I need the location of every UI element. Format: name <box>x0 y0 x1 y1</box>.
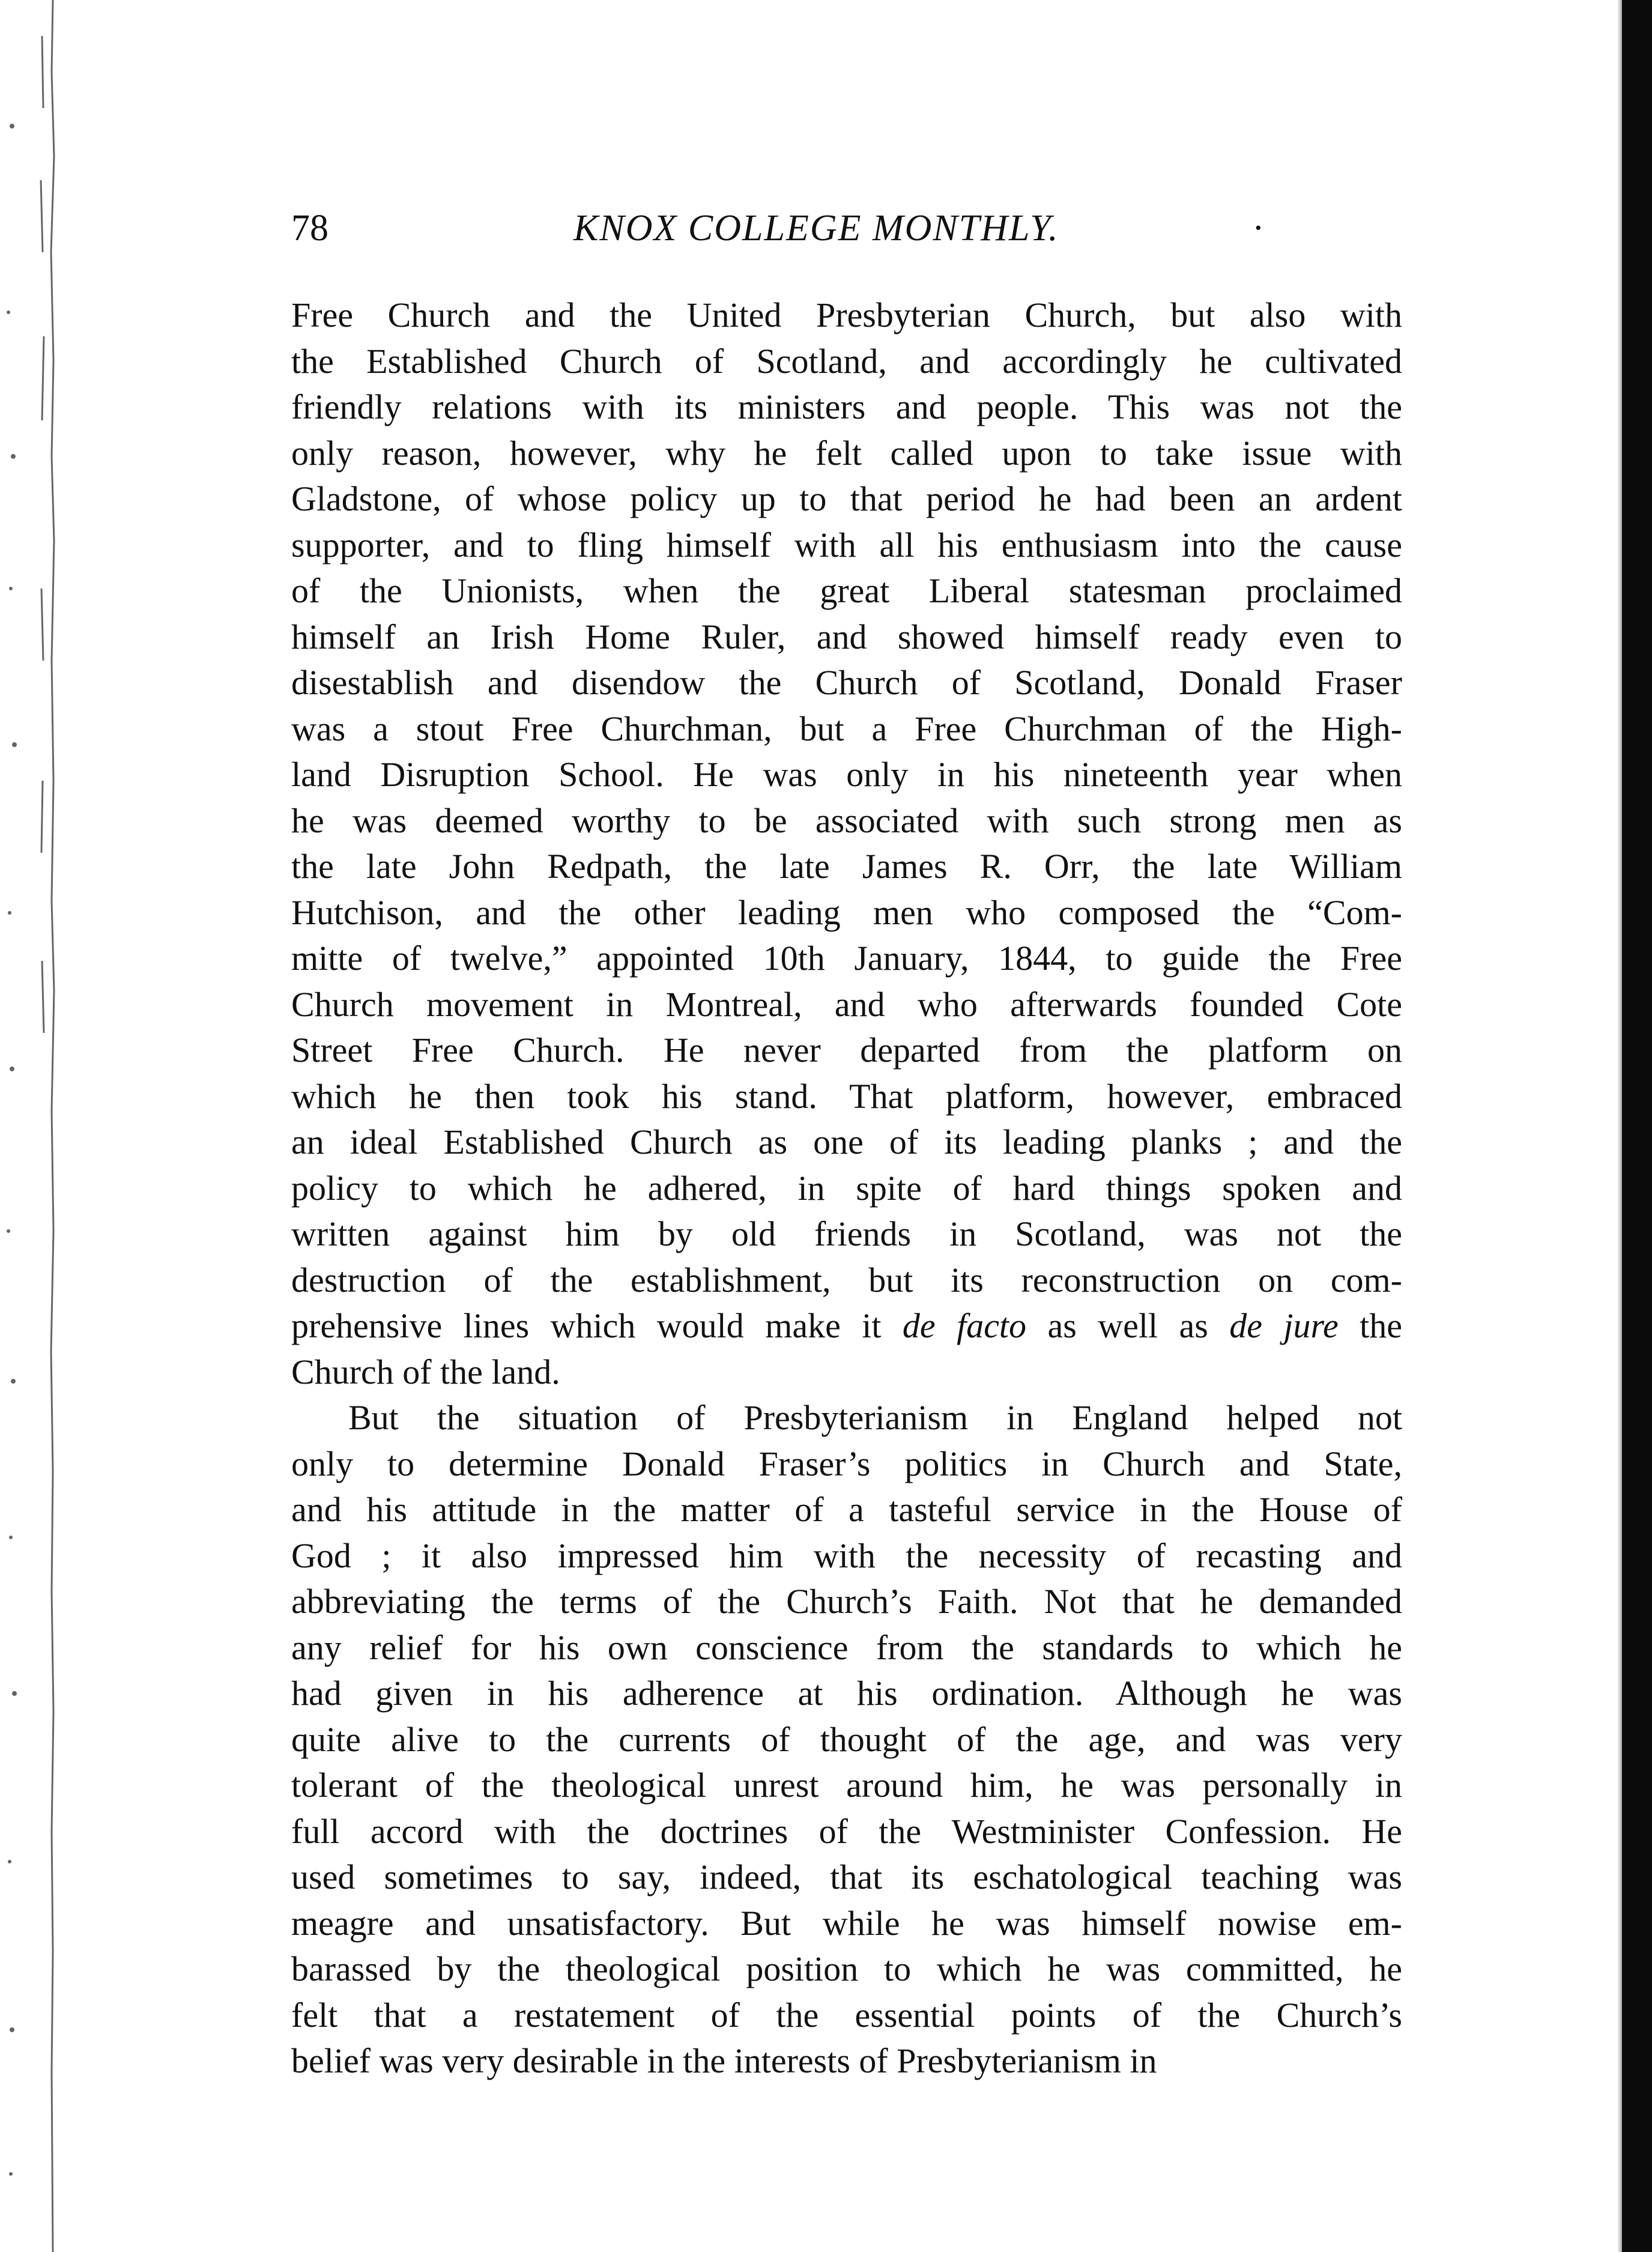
text-line <box>291 1579 1402 1625</box>
text-line <box>291 1211 1402 1258</box>
text-segment: meagre and unsatisfactory. But while he was himself nowise em- <box>291 1903 1402 1943</box>
text-segment: any relief for his own conscience from the standards to which he <box>291 1627 1402 1667</box>
text-line <box>291 890 1402 936</box>
text-segment: policy to which he adhered, in spite of hard things spoken and <box>291 1168 1402 1208</box>
italic-phrase: de facto <box>902 1306 1027 1345</box>
text-segment: land Disruption School. He was only in his nineteenth year when <box>291 755 1402 794</box>
text-line <box>291 1303 1402 1349</box>
text-segment: Free Church and the United Presbyterian Church, but also with <box>291 295 1402 334</box>
text-line <box>291 1717 1402 1763</box>
text-line <box>291 2038 1402 2084</box>
text-line <box>291 660 1402 706</box>
text-line <box>291 1441 1402 1488</box>
text-line <box>291 1763 1402 1809</box>
text-segment: abbreviating the terms of the Church’s Faith. Not that he demanded <box>291 1582 1402 1621</box>
italic-phrase: de jure <box>1229 1306 1339 1345</box>
text-segment: full accord with the doctrines of the Westminister Confession. He <box>291 1811 1402 1851</box>
text-segment: Gladstone, of whose policy up to that period he had been an ardent <box>291 479 1402 518</box>
text-segment: he was deemed worthy to be associated with such strong men as <box>291 801 1402 840</box>
text-segment: only to determine Donald Fraser’s politics in Church and State, <box>291 1444 1402 1483</box>
text-segment: prehensive lines which would make it <box>291 1306 903 1345</box>
text-line <box>291 614 1402 661</box>
text-segment: destruction of the establishment, but its reconstruction on com- <box>291 1260 1402 1300</box>
text-segment: the late John Redpath, the late James R. Orr, the late William <box>291 847 1402 886</box>
text-segment: the <box>1338 1306 1402 1345</box>
text-segment: supporter, and to fling himself with all his enthusiasm into the cause <box>291 525 1402 565</box>
text-segment: Hutchison, and the other leading men who composed the “Com- <box>291 892 1402 932</box>
text-line <box>291 798 1402 844</box>
text-segment: belief was very desirable in the interests of Presbyterianism in <box>291 2041 1157 2080</box>
text-segment: an ideal Established Church as one of its leading planks ; and the <box>291 1122 1402 1161</box>
text-segment: barassed by the theological position to which he was committed, he <box>291 1949 1402 1988</box>
text-line <box>291 1258 1402 1304</box>
text-line <box>291 1074 1402 1120</box>
page-number: 78 <box>291 208 328 249</box>
text-line <box>291 1901 1402 1947</box>
text-line <box>291 752 1402 798</box>
text-line <box>291 1395 1402 1441</box>
scan-edge-left <box>0 0 66 2252</box>
text-segment: was a stout Free Churchman, but a Free Churchman of the High- <box>291 709 1402 748</box>
text-segment: But the situation of Presbyterianism in England helped not <box>348 1398 1402 1437</box>
text-segment: Church of the land. <box>291 1352 560 1391</box>
text-line <box>291 568 1402 614</box>
text-line <box>291 1487 1402 1533</box>
text-segment: only reason, however, why he felt called upon to take issue with <box>291 433 1402 473</box>
text-segment: as well as <box>1026 1306 1230 1345</box>
body-text <box>291 292 1402 2084</box>
text-line <box>291 1671 1402 1717</box>
text-segment: written against him by old friends in Scotland, was not the <box>291 1214 1402 1253</box>
text-segment: God ; it also impressed him with the necessity of recasting and <box>291 1536 1402 1575</box>
text-line <box>291 1809 1402 1855</box>
text-segment: Church movement in Montreal, and who afterwards founded Cote <box>291 984 1402 1024</box>
text-line <box>291 292 1402 339</box>
text-segment: had given in his adherence at his ordination. Although he was <box>291 1674 1402 1713</box>
text-segment: disestablish and disendow the Church of Scotland, Donald Fraser <box>291 663 1402 702</box>
text-line <box>291 1993 1402 2039</box>
text-line <box>291 1028 1402 1074</box>
text-line <box>291 1349 1402 1396</box>
running-head <box>291 207 1402 261</box>
text-line <box>291 431 1402 477</box>
text-line <box>291 476 1402 522</box>
text-segment: friendly relations with its ministers and people. This was not the <box>291 387 1402 426</box>
text-line <box>291 1854 1402 1901</box>
text-line <box>291 844 1402 890</box>
text-segment: quite alive to the currents of thought of the age, and was very <box>291 1719 1402 1759</box>
text-segment: tolerant of the theological unrest around him, he was personally in <box>291 1766 1402 1805</box>
text-line <box>291 1119 1402 1166</box>
text-line <box>291 982 1402 1028</box>
text-line <box>291 384 1402 431</box>
text-segment: of the Unionists, when the great Liberal statesman proclaimed <box>291 571 1402 610</box>
document-page <box>291 207 1402 2084</box>
text-segment: himself an Irish Home Ruler, and showed himself ready even to <box>291 617 1402 656</box>
text-segment: which he then took his stand. That platform, however, embraced <box>291 1076 1402 1116</box>
text-line <box>291 1166 1402 1212</box>
text-line <box>291 1533 1402 1579</box>
running-head-mark: · <box>1252 208 1265 249</box>
running-title: KNOX COLLEGE MONTHLY. <box>573 208 1059 249</box>
scan-edge-right <box>1622 0 1652 2252</box>
text-line <box>291 936 1402 982</box>
scan-shadow-right <box>1617 0 1622 2252</box>
text-segment: the Established Church of Scotland, and accordingly he cultivated <box>291 341 1402 381</box>
text-line <box>291 706 1402 752</box>
text-segment: used sometimes to say, indeed, that its eschatological teaching was <box>291 1857 1402 1896</box>
text-segment: felt that a restatement of the essential points of the Church’s <box>291 1995 1402 2035</box>
text-segment: mitte of twelve,” appointed 10th January, 1844, to guide the Free <box>291 939 1402 978</box>
text-line <box>291 522 1402 569</box>
text-line <box>291 339 1402 385</box>
text-segment: and his attitude in the matter of a tasteful service in the House of <box>291 1490 1402 1529</box>
text-segment: Street Free Church. He never departed from the platform on <box>291 1031 1402 1070</box>
text-line <box>291 1625 1402 1671</box>
text-line <box>291 1946 1402 1993</box>
